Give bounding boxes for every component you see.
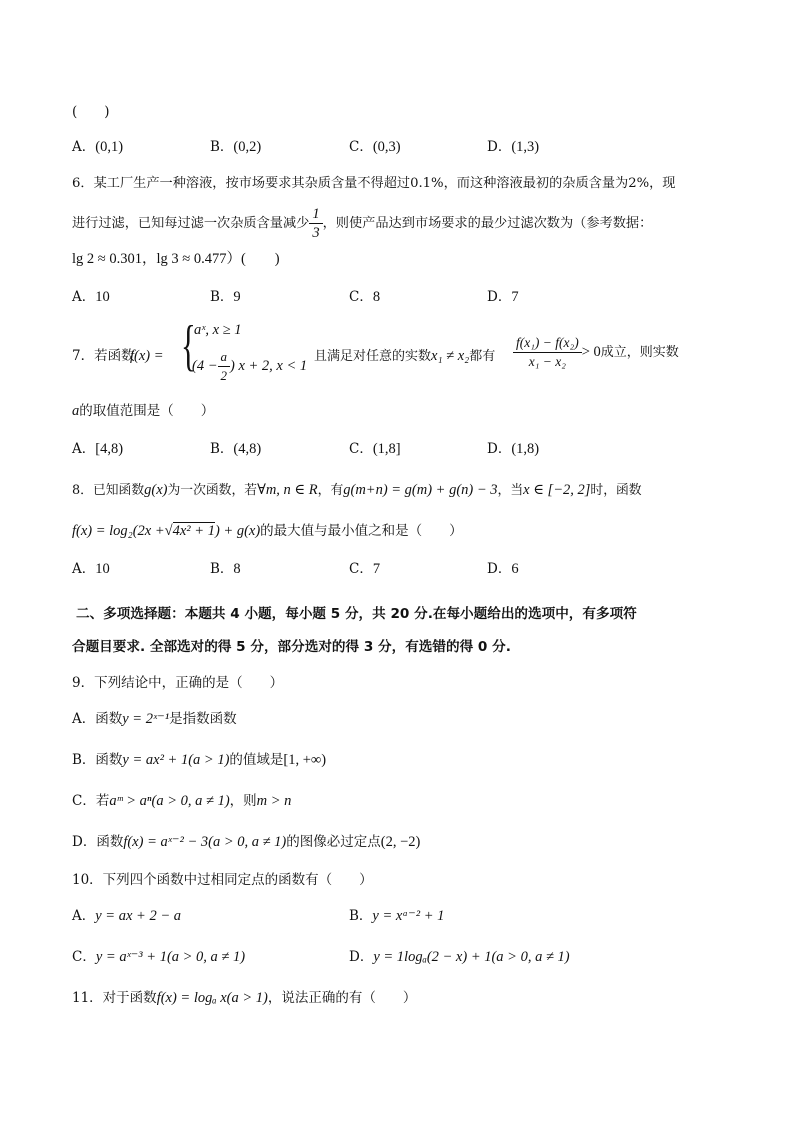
q6-option-d[interactable]: D．7 — [487, 289, 519, 305]
q7-ratio: $\frac{\text{f(x₁) − f(x₂)}}{\text{x₁ − x₂}}$ > 0成立，则实数 — [513, 332, 679, 373]
q6-fraction: $\frac{1}{3}$ — [309, 205, 322, 242]
q6-line1: 6．某工厂生产一种溶液，按市场要求其杂质含量不得超过0.1%，而这种溶液最初的杂质含量为2%，现 — [72, 176, 676, 191]
q9-stem: 9．下列结论中，正确的是（ ） — [72, 675, 284, 691]
q10-stem: 10．下列四个函数中过相同定点的函数有（ ） — [72, 872, 373, 888]
q8-option-d[interactable]: D．6 — [487, 561, 519, 577]
q7-brace: { — [181, 315, 196, 377]
q9-option-a[interactable]: A．函数y = 2ˣ⁻¹是指数函数 — [72, 711, 237, 727]
q5-option-a[interactable]: A．(0,1) — [72, 139, 124, 155]
q8-option-c[interactable]: C．7 — [349, 561, 381, 577]
q7-fx: f(x) = — [130, 348, 164, 364]
q5-option-c[interactable]: C．(0,3) — [349, 139, 401, 155]
q8-line1: 8．已知函数g(x)为一次函数，若∀m, n ∈ R，有g(m+n) = g(m) + g(n) − 3，当x ∈ [−2, 2]时，函数 — [72, 482, 642, 498]
q10-option-c[interactable]: C．y = aˣ⁻³ + 1(a > 0, a ≠ 1) — [72, 949, 246, 965]
q7-prefix: 7．若函数 — [72, 348, 135, 364]
q5-option-d[interactable]: D．(1,3) — [487, 139, 540, 155]
q7-option-d[interactable]: D．(1,8) — [487, 441, 540, 457]
q6-option-a[interactable]: A．10 — [72, 289, 110, 305]
q6-option-c[interactable]: C．8 — [349, 289, 381, 305]
q8-line2: f(x) = log₂(2x +√4x² + 1) + g(x)的最大值与最小值之和是（ ） — [72, 523, 463, 539]
q9-option-d[interactable]: D．函数f(x) = aˣ⁻² − 3(a > 0, a ≠ 1)的图像必过定点(2, −2) — [72, 834, 421, 850]
q7-option-a[interactable]: A．[4,8) — [72, 441, 124, 457]
q7-case1: aˣ, x ≥ 1 — [194, 322, 242, 338]
q9-option-c[interactable]: C．若aᵐ > aⁿ(a > 0, a ≠ 1)，则m > n — [72, 793, 292, 809]
q7-mid: 且满足对任意的实数x₁ ≠ x₂都有 — [314, 348, 496, 364]
q5-paren: ( ) — [72, 104, 110, 120]
q6-line2: 进行过滤，已知每过滤一次杂质含量减少 $\frac{1}{3}$ ，则使产品达到市场要求的最少过滤次数为（参考数据： — [72, 206, 653, 241]
section2-line1: 二、多项选择题：本题共 4 小题，每小题 5 分，共 20 分.在每小题给出的选项中，有多项符 — [76, 606, 637, 622]
q10-option-d[interactable]: D．y = 1logₐ(2 − x) + 1(a > 0, a ≠ 1) — [349, 949, 570, 965]
q7-option-c[interactable]: C．(1,8] — [349, 441, 401, 457]
section2-line2: 合题目要求. 全部选对的得 5 分，部分选对的得 3 分，有选错的得 0 分. — [72, 639, 511, 655]
q7-option-b[interactable]: B．(4,8) — [210, 441, 262, 457]
q5-option-b[interactable]: B．(0,2) — [210, 139, 262, 155]
q10-option-a[interactable]: A．y = ax + 2 − a — [72, 908, 181, 924]
q7-case2: (4 − $\frac{a}{2}$ ) x + 2, x < 1 — [192, 349, 308, 384]
q6-line3: lg 2 ≈ 0.301，lg 3 ≈ 0.477）( ) — [72, 251, 280, 267]
q8-option-a[interactable]: A．10 — [72, 561, 110, 577]
q7-line2: a的取值范围是（ ） — [72, 403, 215, 419]
q11-stem: 11．对于函数f(x) = logₐ x(a > 1)，说法正确的有（ ） — [72, 990, 417, 1006]
q8-option-b[interactable]: B．8 — [210, 561, 241, 577]
q9-option-b[interactable]: B．函数y = ax² + 1(a > 1)的值域是[1, +∞) — [72, 752, 327, 768]
q6-option-b[interactable]: B．9 — [210, 289, 241, 305]
q10-option-b[interactable]: B．y = xᵃ⁻² + 1 — [349, 908, 445, 924]
